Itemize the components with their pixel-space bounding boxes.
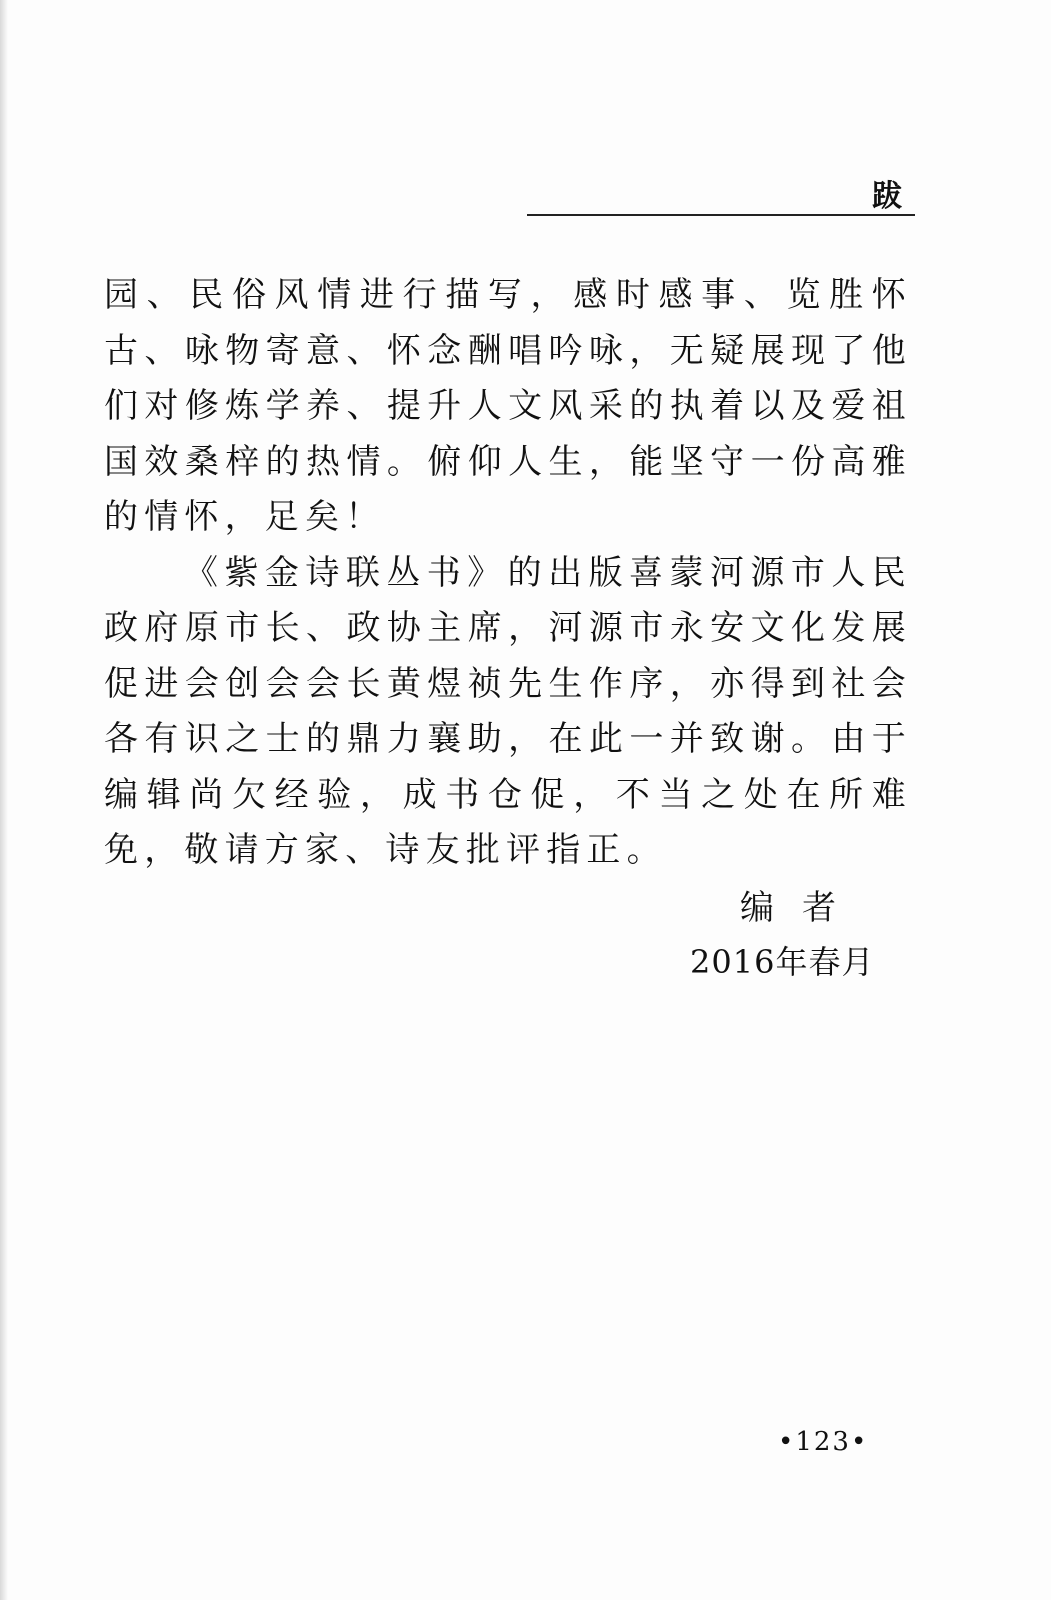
paragraph-continuation: 园、民俗风情进行描写，感时感事、览胜怀古、咏物寄意、怀念酬唱吟咏，无疑展现了他们对修炼学养、提升人文风采的执着以及爱祖国效桑梓的热情。俯仰人生，能坚守一份高雅的情怀，足矣！ (104, 275, 912, 537)
header-rule (527, 214, 915, 216)
paragraph-acknowledgement: 《紫金诗联丛书》的出版喜蒙河源市人民政府原市长、政协主席，河源市永安文化发展促进会创会会长黄煜祯先生作序，亦得到社会各有识之士的鼎力襄助，在此一并致谢。由于编辑尚欠经验，成书仓促，不当之处在所难免，敬请方家、诗友批评指正。 (104, 552, 912, 870)
body-text (104, 268, 912, 879)
signature-author: 编者 (740, 888, 864, 928)
signature-date: 2016年春月 (690, 943, 875, 981)
page-number: •123• (778, 1427, 869, 1457)
page-edge-shadow (0, 0, 8, 1600)
section-title: 跋 (872, 179, 902, 214)
